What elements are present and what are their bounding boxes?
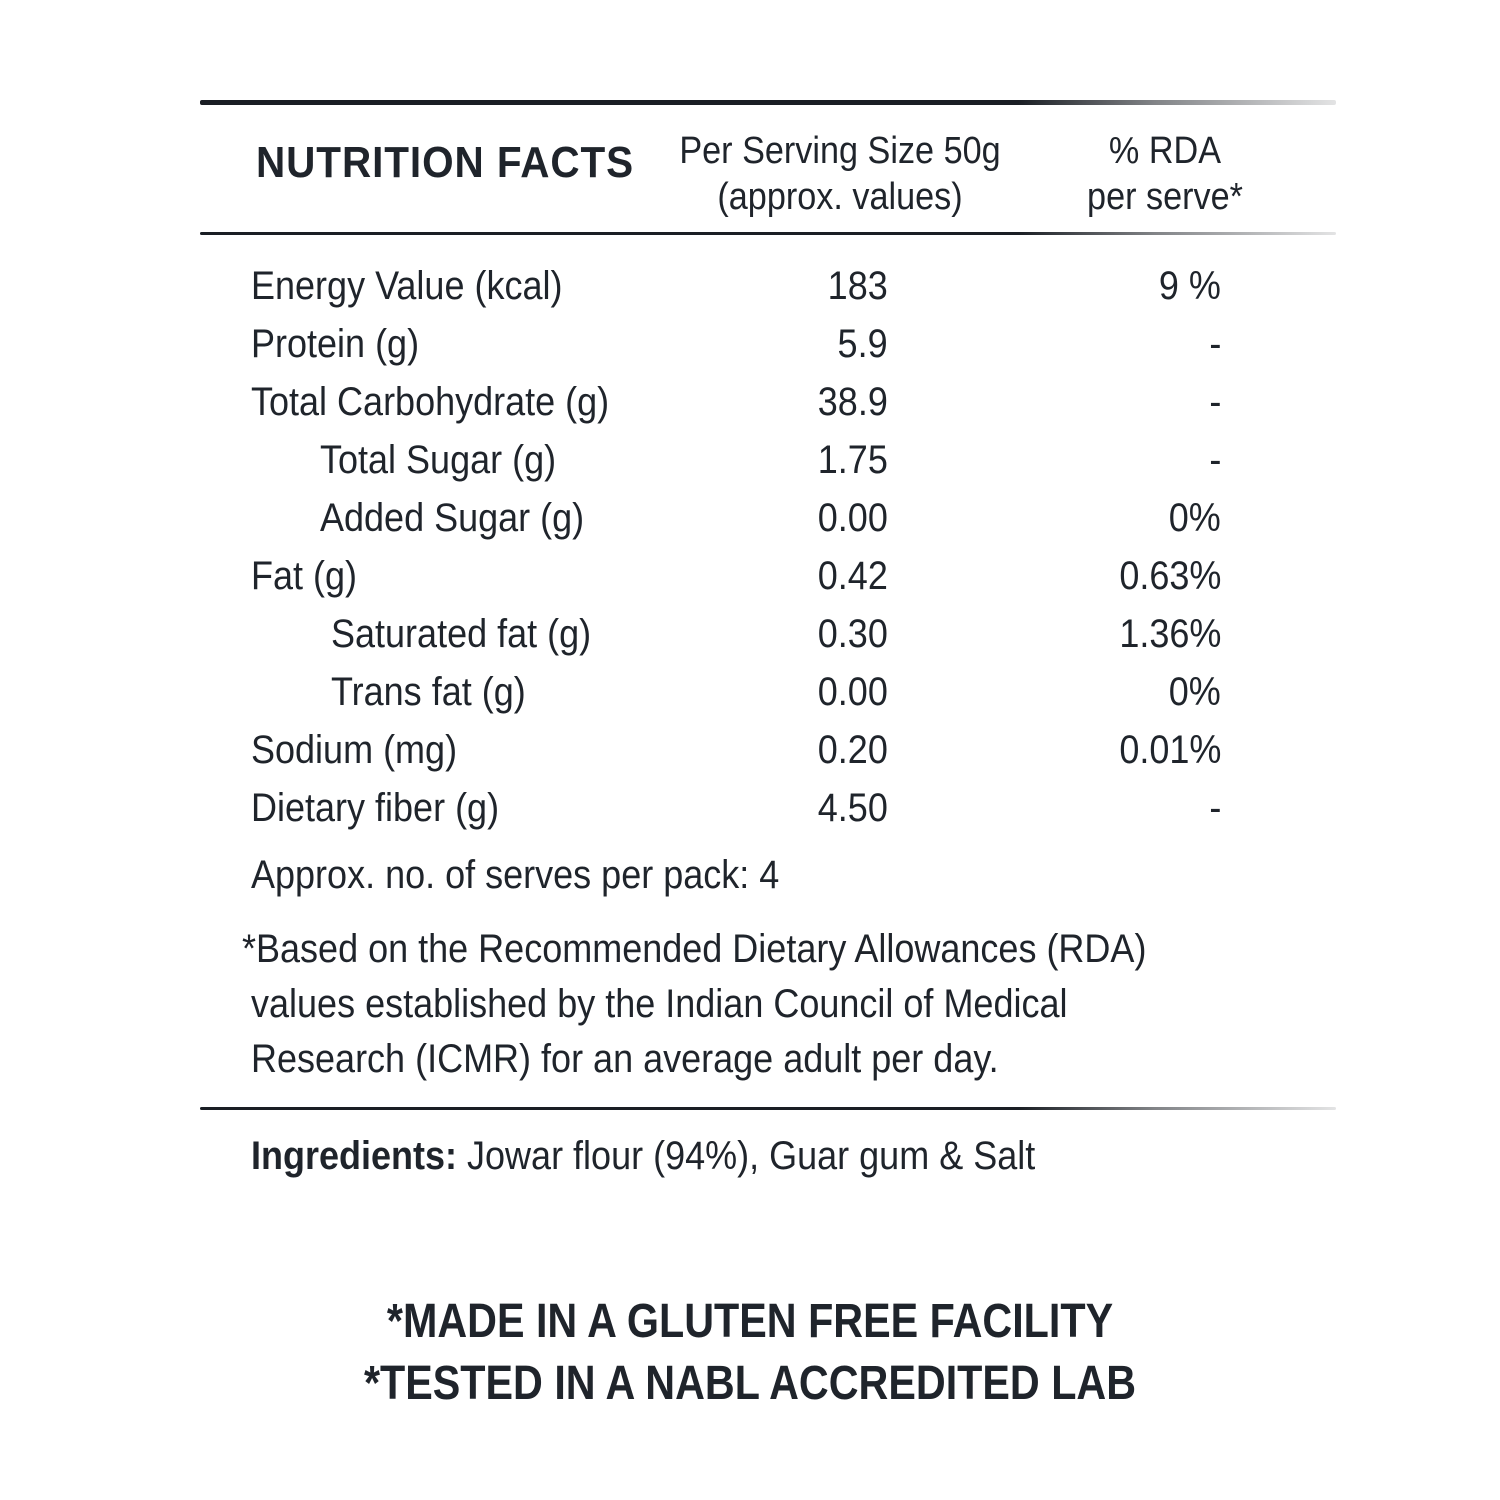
nutrient-value: 183 [827,264,888,308]
nutrient-value: 5.9 [837,322,888,366]
nutrient-value: 38.9 [817,380,888,424]
nutrient-value: 1.75 [817,438,888,482]
rda-header-line2: per serve* [1087,176,1243,218]
serving-size-line2: (approx. values) [717,176,963,218]
nutrient-rda: 0.63% [1118,554,1221,598]
table-row [0,373,1500,431]
ingredients-text: Jowar flour (94%), Guar gum & Salt [467,1134,1036,1178]
nutrient-rda: - [1209,786,1221,830]
nutrient-value: 0.20 [817,728,888,772]
table-row [0,605,1500,663]
nutrient-value: 0.00 [817,670,888,714]
table-row [0,489,1500,547]
nutrient-rda: 0% [1168,670,1221,714]
nabl-claim: *TESTED IN A NABL ACCREDITED LAB [363,1357,1137,1410]
rda-footnote-line2: values established by the Indian Council of Medical [251,982,1068,1026]
nutrient-name: Added Sugar (g) [320,496,585,540]
ingredients-line [251,1134,1035,1179]
nutrient-rda: - [1209,322,1221,366]
serving-size-line1: Per Serving Size 50g [679,130,1001,172]
serving-size-header [660,128,1020,220]
gluten-free-claim: *MADE IN A GLUTEN FREE FACILITY [386,1295,1114,1348]
nutrient-name: Sodium (mg) [251,728,458,772]
nutrient-name: Energy Value (kcal) [251,264,563,308]
nutrient-value: 4.50 [817,786,888,830]
nutrient-rda: 9 % [1158,264,1221,308]
serves-per-pack: Approx. no. of serves per pack: 4 [251,853,780,897]
rda-footnote-line1: *Based on the Recommended Dietary Allowances (RDA) [242,927,1147,971]
nutrient-rda: - [1209,438,1221,482]
rda-header-line1: % RDA [1108,130,1222,172]
table-row [0,779,1500,837]
ingredients-rule [200,1107,1336,1110]
nutrient-value: 0.30 [817,612,888,656]
nutrient-name: Fat (g) [251,554,358,598]
nutrient-name: Protein (g) [251,322,420,366]
table-row [0,257,1500,315]
table-row [0,663,1500,721]
nutrient-value: 0.42 [817,554,888,598]
nutrient-name: Trans fat (g) [331,670,526,714]
nutrient-rda: 0% [1168,496,1221,540]
nutrient-name: Total Carbohydrate (g) [251,380,610,424]
table-row [0,431,1500,489]
nutrient-rda: 1.36% [1118,612,1221,656]
ingredients-label: Ingredients: [251,1134,458,1178]
nutrient-name: Dietary fiber (g) [251,786,500,830]
rda-header [1062,128,1269,220]
top-rule [200,100,1336,105]
header-rule [200,232,1336,235]
table-row [0,547,1500,605]
rda-footnote-line3: Research (ICMR) for an average adult per day. [251,1037,999,1081]
nutrient-name: Total Sugar (g) [320,438,557,482]
nutrient-rda: 0.01% [1118,728,1221,772]
nutrient-name: Saturated fat (g) [331,612,592,656]
table-row [0,315,1500,373]
table-row [0,721,1500,779]
rda-footnote [242,922,1232,1087]
nutrition-facts-title: NUTRITION FACTS [256,138,635,187]
nutrient-value: 0.00 [817,496,888,540]
nutrient-rda: - [1209,380,1221,424]
